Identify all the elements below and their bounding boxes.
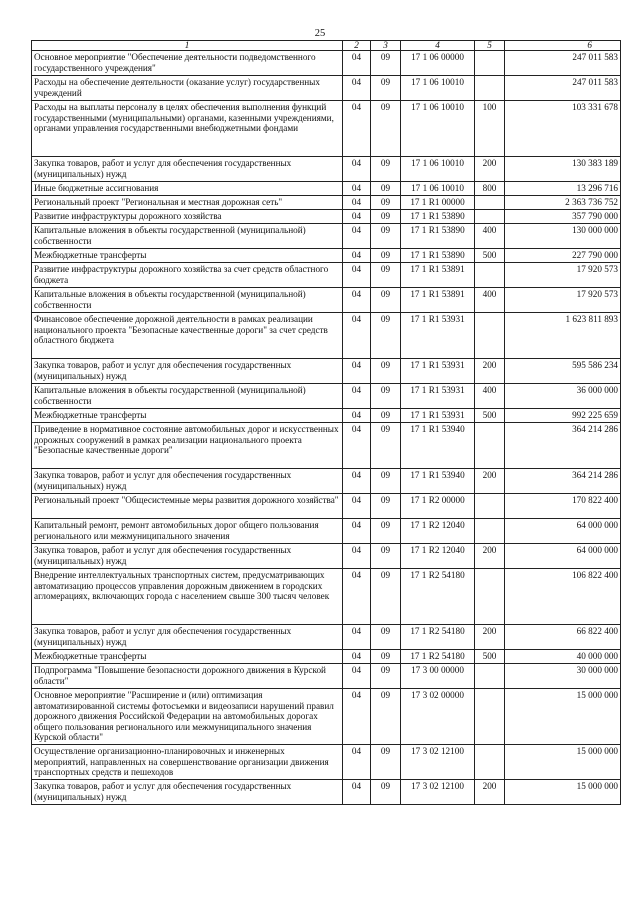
row-name: Приведение в нормативное состояние автомобильных дорог и искусственных дорожных сооружений в рамках реализации национального проекта "Безопасные качественные дороги": [32, 423, 343, 469]
page-number: 25: [314, 28, 326, 39]
row-subsection: 09: [371, 384, 401, 409]
row-expense-type: [475, 210, 505, 224]
row-expense-type: 200: [475, 157, 505, 182]
table-row: [32, 625, 621, 650]
row-target-article: 17 3 02 12100: [401, 745, 475, 780]
table-row: [32, 101, 621, 157]
table-row: [32, 409, 621, 423]
row-amount: 247 011 583: [505, 76, 621, 101]
row-section: 04: [343, 625, 371, 650]
row-name: Капитальный ремонт, ремонт автомобильных дорог общего пользования регионального или межмуниципального значения: [32, 519, 343, 544]
row-amount: 66 822 400: [505, 625, 621, 650]
row-target-article: 17 1 R1 53931: [401, 313, 475, 359]
row-target-article: 17 1 06 10010: [401, 157, 475, 182]
row-subsection: 09: [371, 224, 401, 249]
row-subsection: 09: [371, 157, 401, 182]
row-amount: 357 790 000: [505, 210, 621, 224]
row-target-article: 17 1 06 10010: [401, 76, 475, 101]
row-section: 04: [343, 196, 371, 210]
row-name: Развитие инфраструктуры дорожного хозяйства за счет средств областного бюджета: [32, 263, 343, 288]
table-row: [32, 196, 621, 210]
row-section: 04: [343, 494, 371, 519]
row-expense-type: 500: [475, 249, 505, 263]
row-target-article: 17 1 06 10010: [401, 182, 475, 196]
row-expense-type: 200: [475, 359, 505, 384]
row-target-article: 17 1 R2 54180: [401, 569, 475, 625]
row-amount: 103 331 678: [505, 101, 621, 157]
table-row: [32, 157, 621, 182]
table-row: [32, 359, 621, 384]
row-section: 04: [343, 51, 371, 76]
row-name: Закупка товаров, работ и услуг для обеспечения государственных (муниципальных) нужд: [32, 157, 343, 182]
row-subsection: 09: [371, 76, 401, 101]
row-name: Основное мероприятие "Обеспечение деятельности подведомственного государственного учреждения": [32, 51, 343, 76]
row-section: 04: [343, 249, 371, 263]
row-amount: 2 363 736 752: [505, 196, 621, 210]
row-target-article: 17 1 R1 53931: [401, 384, 475, 409]
row-name: Иные бюджетные ассигнования: [32, 182, 343, 196]
row-target-article: 17 1 R1 53890: [401, 210, 475, 224]
table-row: [32, 288, 621, 313]
table-row: [32, 469, 621, 494]
table-row: [32, 745, 621, 780]
row-amount: 64 000 000: [505, 519, 621, 544]
table-row: [32, 780, 621, 805]
row-target-article: 17 1 06 10010: [401, 101, 475, 157]
row-subsection: 09: [371, 182, 401, 196]
row-target-article: 17 1 R1 53940: [401, 423, 475, 469]
row-name: Закупка товаров, работ и услуг для обеспечения государственных (муниципальных) нужд: [32, 469, 343, 494]
row-expense-type: 100: [475, 101, 505, 157]
row-amount: 364 214 286: [505, 423, 621, 469]
row-amount: 106 822 400: [505, 569, 621, 625]
table-row: [32, 519, 621, 544]
row-section: 04: [343, 76, 371, 101]
row-section: 04: [343, 689, 371, 745]
row-name: Капитальные вложения в объекты государственной (муниципальной) собственности: [32, 224, 343, 249]
row-subsection: 09: [371, 423, 401, 469]
row-name: Региональный проект "Региональная и местная дорожная сеть": [32, 196, 343, 210]
row-amount: 13 296 716: [505, 182, 621, 196]
row-expense-type: 500: [475, 650, 505, 664]
row-subsection: 09: [371, 409, 401, 423]
row-amount: 15 000 000: [505, 689, 621, 745]
row-section: 04: [343, 650, 371, 664]
row-target-article: 17 1 06 00000: [401, 51, 475, 76]
row-amount: 992 225 659: [505, 409, 621, 423]
header-col-target-article: 4: [401, 41, 475, 51]
row-name: Межбюджетные трансферты: [32, 249, 343, 263]
header-col-expense-type: 5: [475, 41, 505, 51]
row-section: 04: [343, 359, 371, 384]
row-target-article: 17 1 R1 53890: [401, 249, 475, 263]
row-section: 04: [343, 101, 371, 157]
table-row: [32, 224, 621, 249]
row-name: Капитальные вложения в объекты государственной (муниципальной) собственности: [32, 288, 343, 313]
row-section: 04: [343, 182, 371, 196]
row-amount: 15 000 000: [505, 780, 621, 805]
row-name: Закупка товаров, работ и услуг для обеспечения государственных (муниципальных) нужд: [32, 359, 343, 384]
row-name: Региональный проект "Общесистемные меры развития дорожного хозяйства": [32, 494, 343, 519]
row-expense-type: [475, 313, 505, 359]
row-section: 04: [343, 313, 371, 359]
row-subsection: 09: [371, 689, 401, 745]
row-expense-type: 200: [475, 780, 505, 805]
row-amount: 17 920 573: [505, 263, 621, 288]
row-section: 04: [343, 469, 371, 494]
table-row: [32, 544, 621, 569]
row-subsection: 09: [371, 196, 401, 210]
row-section: 04: [343, 157, 371, 182]
row-expense-type: [475, 519, 505, 544]
row-amount: 36 000 000: [505, 384, 621, 409]
row-name: Осуществление организационно-планировочных и инженерных мероприятий, направленных на совершенствование организации движения транспортных средств и пешеходов: [32, 745, 343, 780]
row-subsection: 09: [371, 650, 401, 664]
row-target-article: 17 3 02 12100: [401, 780, 475, 805]
row-amount: 30 000 000: [505, 664, 621, 689]
row-expense-type: [475, 196, 505, 210]
table-row: [32, 182, 621, 196]
row-subsection: 09: [371, 625, 401, 650]
table-row: [32, 494, 621, 519]
row-subsection: 09: [371, 519, 401, 544]
header-col-section: 2: [343, 41, 371, 51]
table-row: [32, 210, 621, 224]
row-section: 04: [343, 780, 371, 805]
row-target-article: 17 1 R2 12040: [401, 544, 475, 569]
table-row: [32, 51, 621, 76]
row-target-article: 17 3 02 00000: [401, 689, 475, 745]
row-name: Межбюджетные трансферты: [32, 650, 343, 664]
row-section: 04: [343, 544, 371, 569]
row-name: Капитальные вложения в объекты государственной (муниципальной) собственности: [32, 384, 343, 409]
row-section: 04: [343, 224, 371, 249]
row-target-article: 17 1 R1 53931: [401, 409, 475, 423]
row-subsection: 09: [371, 780, 401, 805]
table-row: [32, 650, 621, 664]
row-target-article: 17 1 R2 12040: [401, 519, 475, 544]
table-row: [32, 423, 621, 469]
row-subsection: 09: [371, 544, 401, 569]
row-amount: 1 623 811 893: [505, 313, 621, 359]
row-target-article: 17 1 R1 53890: [401, 224, 475, 249]
row-name: Межбюджетные трансферты: [32, 409, 343, 423]
row-expense-type: 200: [475, 469, 505, 494]
row-expense-type: [475, 263, 505, 288]
row-subsection: 09: [371, 569, 401, 625]
row-section: 04: [343, 409, 371, 423]
row-name: Расходы на выплаты персоналу в целях обеспечения выполнения функций государственными (муниципальными) органами, казенными учреждениями, органами управления государственными внебюджетными фондами: [32, 101, 343, 157]
row-subsection: 09: [371, 359, 401, 384]
row-amount: 15 000 000: [505, 745, 621, 780]
row-expense-type: [475, 745, 505, 780]
row-subsection: 09: [371, 101, 401, 157]
header-col-subsection: 3: [371, 41, 401, 51]
row-expense-type: [475, 76, 505, 101]
row-subsection: 09: [371, 249, 401, 263]
row-target-article: 17 1 R2 00000: [401, 494, 475, 519]
row-expense-type: 800: [475, 182, 505, 196]
row-section: 04: [343, 664, 371, 689]
table-row: [32, 689, 621, 745]
header-col-name: 1: [32, 41, 343, 51]
row-amount: 130 000 000: [505, 224, 621, 249]
row-target-article: 17 1 R1 53891: [401, 263, 475, 288]
row-subsection: 09: [371, 469, 401, 494]
row-expense-type: [475, 664, 505, 689]
row-subsection: 09: [371, 51, 401, 76]
row-name: Подпрограмма "Повышение безопасности дорожного движения в Курской области": [32, 664, 343, 689]
row-target-article: 17 1 R2 54180: [401, 625, 475, 650]
row-subsection: 09: [371, 313, 401, 359]
row-name: Внедрение интеллектуальных транспортных систем, предусматривающих автоматизацию процессов управления дорожным движением в городских агломерациях, включающих города с населением свыше 300 тысяч человек: [32, 569, 343, 625]
row-expense-type: [475, 494, 505, 519]
table-header-row: [32, 41, 621, 51]
row-amount: 247 011 583: [505, 51, 621, 76]
table-row: [32, 76, 621, 101]
row-expense-type: [475, 569, 505, 625]
row-section: 04: [343, 210, 371, 224]
row-expense-type: [475, 423, 505, 469]
row-subsection: 09: [371, 288, 401, 313]
row-section: 04: [343, 569, 371, 625]
row-name: Закупка товаров, работ и услуг для обеспечения государственных (муниципальных) нужд: [32, 544, 343, 569]
row-expense-type: 200: [475, 625, 505, 650]
table-row: [32, 249, 621, 263]
table-row: [32, 313, 621, 359]
row-section: 04: [343, 263, 371, 288]
row-subsection: 09: [371, 263, 401, 288]
row-expense-type: 200: [475, 544, 505, 569]
row-target-article: 17 1 R1 53891: [401, 288, 475, 313]
table-row: [32, 569, 621, 625]
row-amount: 40 000 000: [505, 650, 621, 664]
row-expense-type: 500: [475, 409, 505, 423]
row-name: Развитие инфраструктуры дорожного хозяйства: [32, 210, 343, 224]
row-section: 04: [343, 288, 371, 313]
row-expense-type: 400: [475, 288, 505, 313]
row-name: Закупка товаров, работ и услуг для обеспечения государственных (муниципальных) нужд: [32, 625, 343, 650]
table-row: [32, 263, 621, 288]
header-col-amount: 6: [505, 41, 621, 51]
table-row: [32, 384, 621, 409]
row-name: Расходы на обеспечение деятельности (оказание услуг) государственных учреждений: [32, 76, 343, 101]
row-section: 04: [343, 423, 371, 469]
row-amount: 170 822 400: [505, 494, 621, 519]
row-subsection: 09: [371, 745, 401, 780]
row-section: 04: [343, 745, 371, 780]
row-expense-type: [475, 51, 505, 76]
row-target-article: 17 3 00 00000: [401, 664, 475, 689]
row-amount: 64 000 000: [505, 544, 621, 569]
row-amount: 227 790 000: [505, 249, 621, 263]
row-subsection: 09: [371, 494, 401, 519]
row-name: Финансовое обеспечение дорожной деятельности в рамках реализации национального проекта "Безопасные качественные дороги" за счет средств областного бюджета: [32, 313, 343, 359]
row-amount: 364 214 286: [505, 469, 621, 494]
row-section: 04: [343, 519, 371, 544]
row-target-article: 17 1 R2 54180: [401, 650, 475, 664]
row-target-article: 17 1 R1 53940: [401, 469, 475, 494]
row-expense-type: 400: [475, 384, 505, 409]
row-expense-type: [475, 689, 505, 745]
row-name: Закупка товаров, работ и услуг для обеспечения государственных (муниципальных) нужд: [32, 780, 343, 805]
row-subsection: 09: [371, 210, 401, 224]
row-amount: 130 383 189: [505, 157, 621, 182]
row-section: 04: [343, 384, 371, 409]
budget-table: [31, 40, 621, 805]
row-name: Основное мероприятие "Расширение и (или) оптимизация автоматизированной системы фотосъемки и видеозаписи нарушений правил дорожного движения Российской Федерации на автомобильных дорогах общего пользования регионального или межмуниципального значения Курской области": [32, 689, 343, 745]
table-row: [32, 664, 621, 689]
row-target-article: 17 1 R1 00000: [401, 196, 475, 210]
row-subsection: 09: [371, 664, 401, 689]
row-amount: 595 586 234: [505, 359, 621, 384]
row-amount: 17 920 573: [505, 288, 621, 313]
row-expense-type: 400: [475, 224, 505, 249]
row-target-article: 17 1 R1 53931: [401, 359, 475, 384]
